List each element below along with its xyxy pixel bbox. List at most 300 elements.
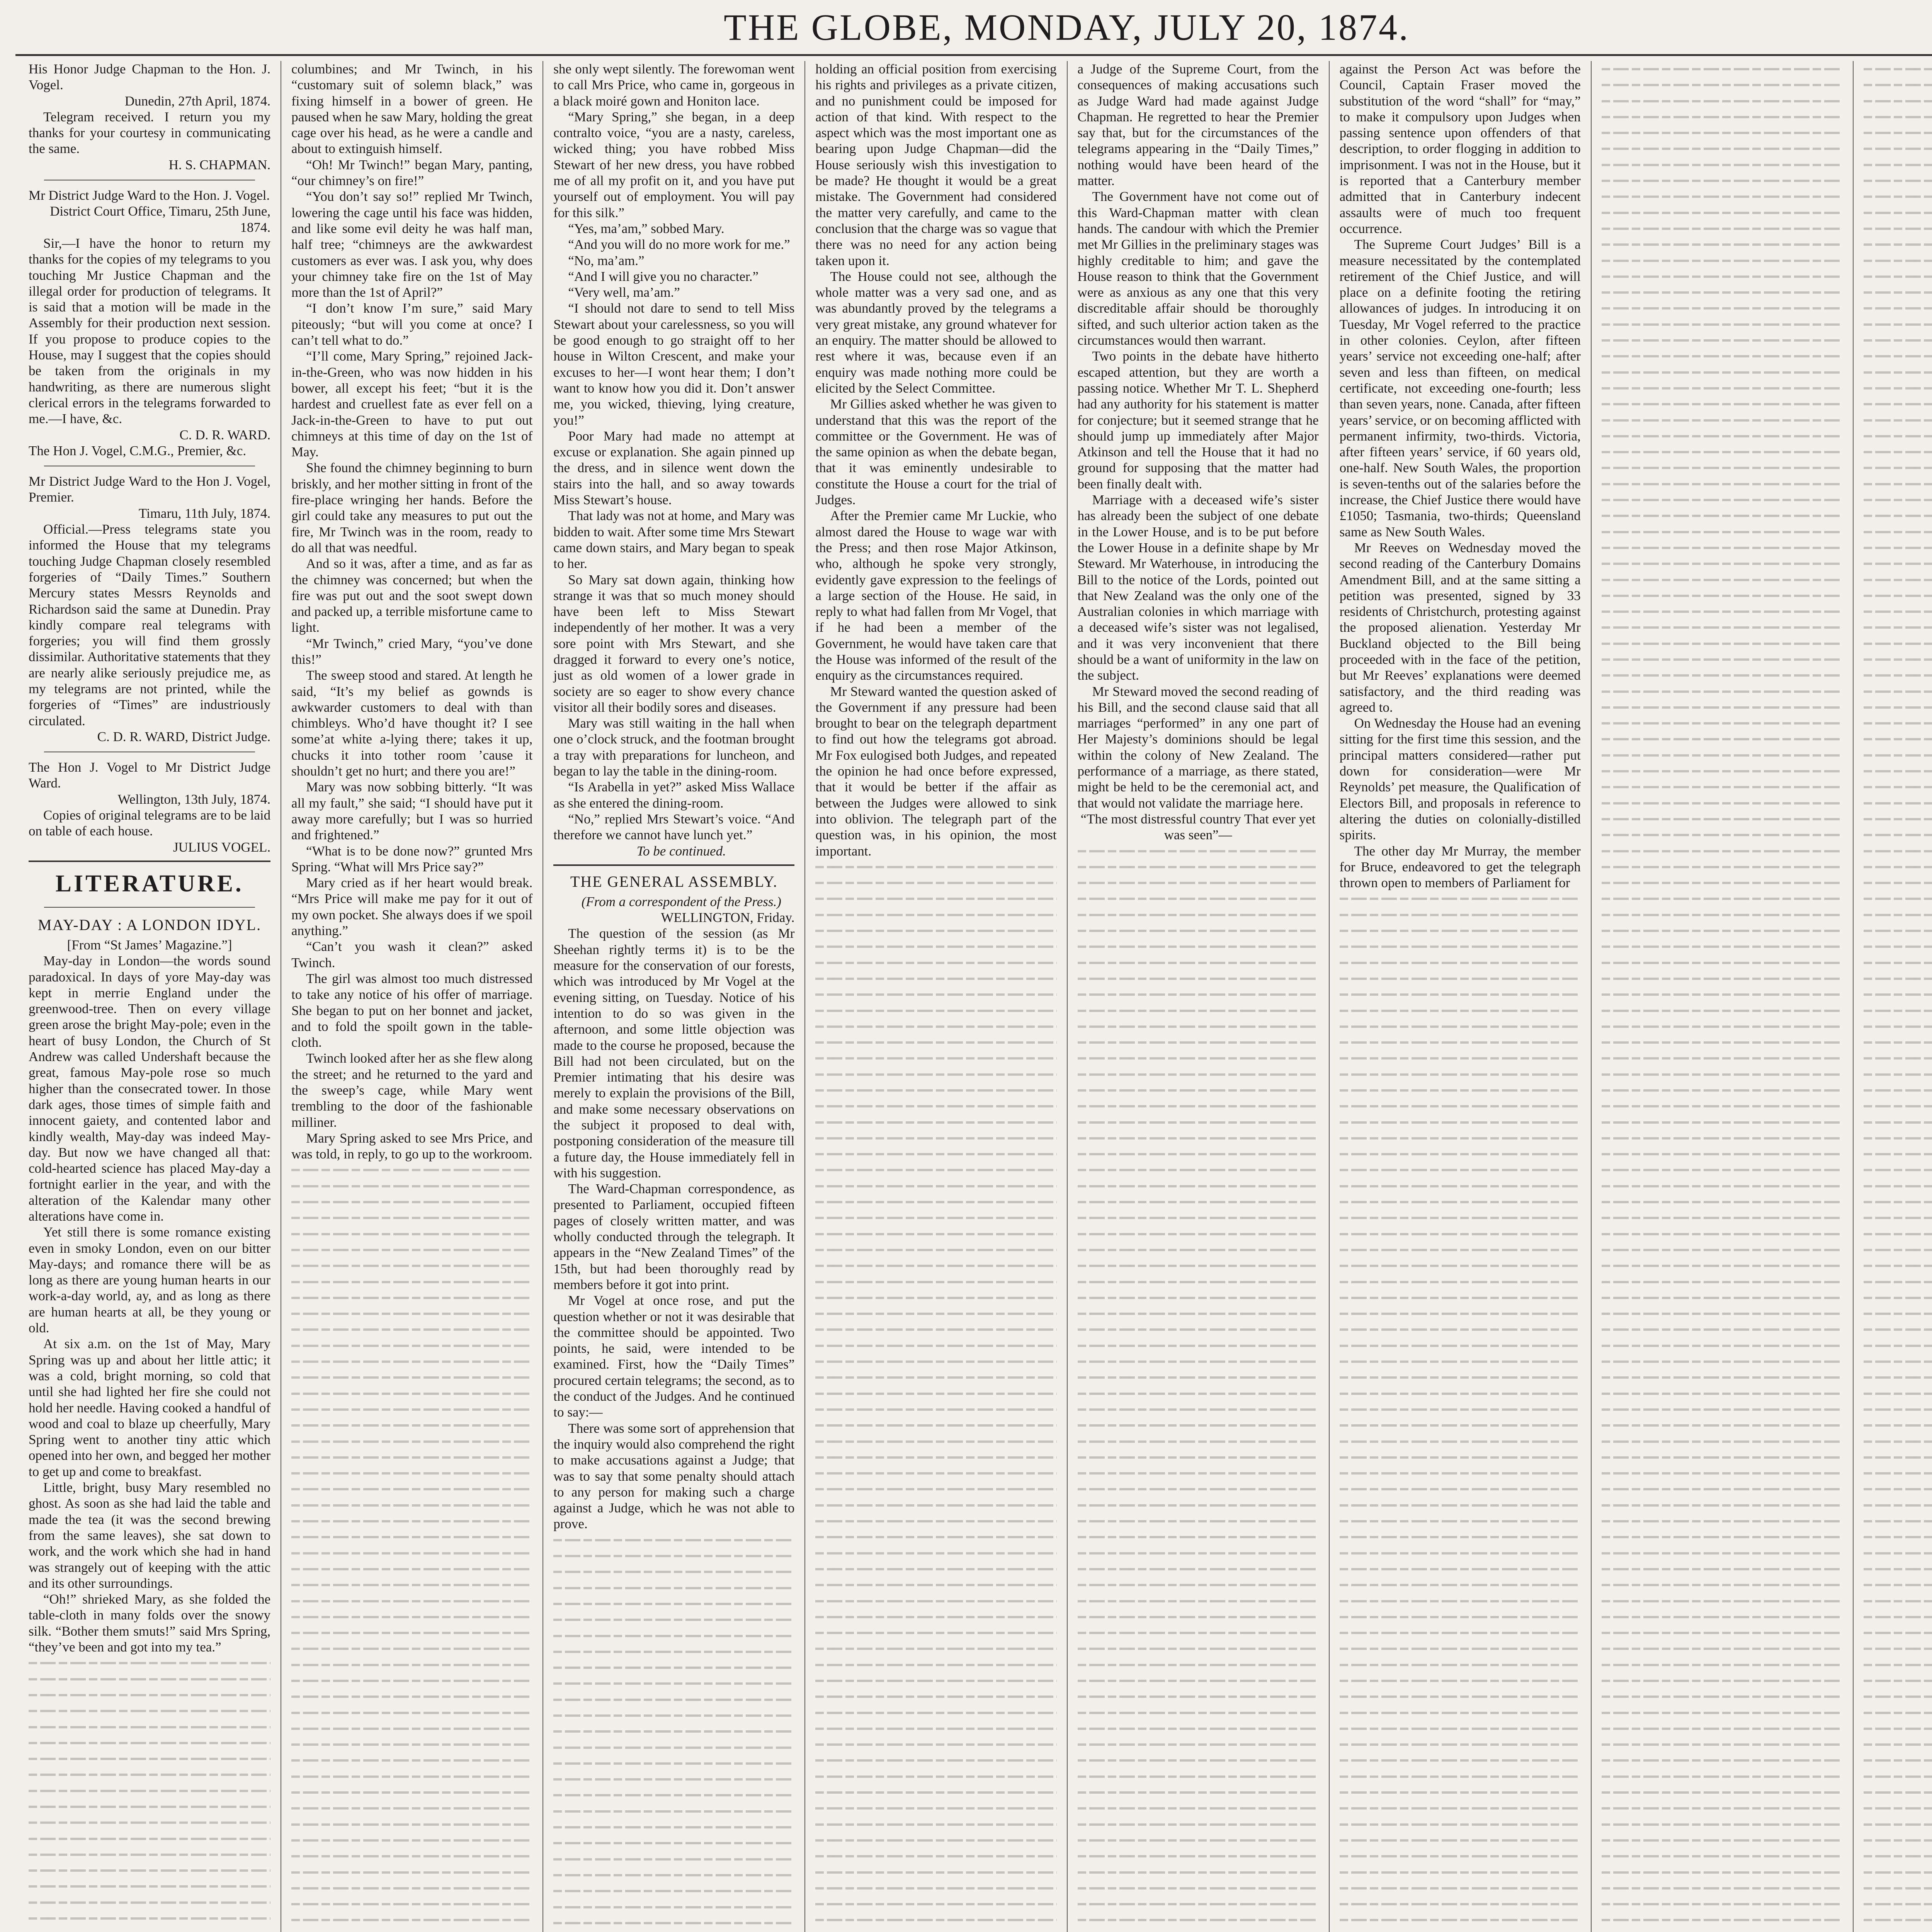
story-paragraph: At six a.m. on the 1st of May, Mary Spring was up and about her little attic; it was a cold, bright morning, so cold that until she had lighted her fire she could not hold her needle. Having cooked a handful of wood and coal to blaze up cheerfully, Mary Spring went to another tiny attic which opened into her own, and begged her mother to get up and come to breakfast. bbox=[29, 1336, 271, 1479]
text-line-texture bbox=[1864, 1912, 1932, 1928]
text-line-texture bbox=[1078, 1258, 1319, 1274]
text-line-texture bbox=[1078, 1864, 1319, 1880]
article-paragraph: Mr Gillies asked whether he was given to understand that this was the report of the committee or the Government. He was of the same opinion as when the debate began, that it was eminently undesirable to constitute the House a court for the trial of Judges. bbox=[815, 396, 1057, 508]
text-line-texture bbox=[1602, 269, 1843, 284]
text-line-texture bbox=[1340, 1386, 1581, 1401]
text-line-texture bbox=[291, 1306, 532, 1321]
text-line-texture bbox=[1864, 1513, 1932, 1529]
text-line-texture bbox=[1864, 1178, 1932, 1194]
article-paragraph: Mr Reeves on Wednesday moved the second reading of the Canterbury Domains Amendment Bill, and at the same sitting a petition was presented, signed by 33 residents of Christchurch, protesting against the proposed alienation. Yesterday Mr Buckland objected to the Bill being proceeded with in the face of the petition, but Mr Reeves’ explanations were deemed satisfactory, and the third reading was agreed to. bbox=[1339, 540, 1581, 715]
story-paragraph: Yet still there is some romance existing even in smoky London, even on our bitter May-days; and romance there will be as long as there are young human hearts in our work-a-day world, ay, and as long as there are human hearts at all, be they young or old. bbox=[29, 1225, 271, 1336]
text-line-texture bbox=[1864, 1034, 1932, 1050]
text-line-texture bbox=[1602, 189, 1843, 204]
text-line-texture bbox=[1864, 747, 1932, 763]
text-line-texture bbox=[1602, 205, 1843, 221]
text-line-texture bbox=[1602, 1912, 1843, 1928]
text-line-texture bbox=[1602, 173, 1843, 189]
text-line-texture bbox=[1078, 1721, 1319, 1736]
text-line-texture bbox=[815, 1369, 1056, 1385]
text-line-texture bbox=[1078, 955, 1319, 971]
text-line-texture bbox=[1864, 604, 1932, 619]
story-paragraph: Poor Mary had made no attempt at excuse or explanation. She again pinned up the dress, and in silence went down the stairs into the hall, and so away towards Miss Stewart’s house. bbox=[553, 428, 795, 508]
text-line-texture bbox=[1864, 1130, 1932, 1146]
telegram-sign: H. S. CHAPMAN. bbox=[168, 157, 271, 172]
text-line-texture bbox=[1340, 1561, 1581, 1577]
text-line-texture bbox=[1078, 1306, 1319, 1321]
text-line-texture bbox=[1864, 1736, 1932, 1752]
text-line-texture bbox=[291, 1513, 532, 1529]
text-line-texture bbox=[291, 1689, 532, 1704]
story-paragraph: “I should not dare to send to tell Miss Stewart about your carelessness, so you will be good enough to go straight off to her house in Wilton Crescent, and make your excuses to her—I wont hear them; I don’t want to know how you did it. Don’t answer me, you wicked, thieving, lying creature, you!” bbox=[553, 301, 795, 428]
text-line-texture bbox=[1078, 1577, 1319, 1593]
article-paragraph: The other day Mr Murray, the member for Bruce, endeavored to get the telegraph thrown open to members of Parliament for bbox=[1339, 843, 1581, 891]
text-line-texture bbox=[1864, 1066, 1932, 1082]
text-line-texture bbox=[291, 1354, 532, 1369]
columns bbox=[19, 61, 1932, 1932]
article-paragraph: The Ward-Chapman correspondence, as presented to Parliament, occupied fifteen pages of closely written matter, and was wholly conducted through the telegraph. It appears in the “New Zealand Times” of the 15th, but had been thoroughly read by members before it got into print. bbox=[553, 1181, 795, 1292]
text-line-texture bbox=[1602, 1178, 1843, 1194]
text-line-texture bbox=[291, 1178, 532, 1194]
text-line-texture bbox=[29, 1799, 270, 1815]
text-line-texture bbox=[291, 1529, 532, 1545]
telegram-place: Dunedin, 27th April, 1874. bbox=[124, 93, 271, 109]
text-line-texture bbox=[1078, 1290, 1319, 1306]
text-line-texture bbox=[1864, 269, 1932, 284]
text-line-texture bbox=[291, 1816, 532, 1832]
text-line-texture bbox=[1602, 1673, 1843, 1689]
text-line-texture bbox=[553, 1660, 794, 1675]
text-line-texture bbox=[553, 1723, 794, 1739]
text-line-texture bbox=[1602, 1386, 1843, 1401]
text-line-texture bbox=[29, 1655, 270, 1671]
text-line-texture bbox=[1340, 1769, 1581, 1784]
text-line-texture bbox=[1602, 859, 1843, 875]
text-line-texture bbox=[1864, 173, 1932, 189]
text-line-texture bbox=[553, 1771, 794, 1787]
text-line-texture bbox=[1078, 1800, 1319, 1816]
text-line-texture bbox=[1078, 1593, 1319, 1609]
text-line-texture bbox=[553, 1596, 794, 1612]
text-line-texture bbox=[1602, 795, 1843, 811]
text-line-texture bbox=[1340, 1162, 1581, 1178]
article-paragraph: Mr Steward wanted the question asked of the Government if any pressure had been brought to bear on the telegraph department to find out how the telegrams got abroad. Mr Fox eulogised both Judges, and repeated the opinion he had once before expressed, that it would be better if the affair as between the Judges were allowed to sink into oblivion. The telegraph part of the question was, in his opinion, the most important. bbox=[815, 684, 1057, 859]
text-line-texture bbox=[1602, 109, 1843, 125]
text-line-texture bbox=[1864, 189, 1932, 204]
text-line-texture bbox=[1602, 1769, 1843, 1784]
text-line-texture bbox=[815, 1513, 1056, 1529]
text-line-texture bbox=[553, 1851, 794, 1867]
text-line-texture bbox=[1864, 1274, 1932, 1290]
text-line-texture bbox=[553, 1899, 794, 1915]
text-line-texture bbox=[1078, 1529, 1319, 1545]
text-line-texture bbox=[1602, 1321, 1843, 1337]
text-line-texture bbox=[1602, 412, 1843, 428]
story-paragraph: “Can’t you wash it clean?” asked Twinch. bbox=[291, 939, 533, 970]
text-line-texture bbox=[815, 1784, 1056, 1800]
text-line-texture bbox=[815, 1609, 1056, 1625]
text-line-texture bbox=[1340, 1130, 1581, 1146]
text-line-texture bbox=[553, 1580, 794, 1596]
text-line-texture bbox=[1864, 253, 1932, 269]
text-line-texture bbox=[1864, 1928, 1932, 1932]
text-line-texture bbox=[1602, 1625, 1843, 1641]
text-line-texture bbox=[1602, 1290, 1843, 1306]
text-line-texture bbox=[1078, 1625, 1319, 1641]
text-line-texture bbox=[553, 1867, 794, 1883]
text-line-texture bbox=[1078, 1098, 1319, 1114]
text-line-texture bbox=[815, 1258, 1056, 1274]
text-line-texture bbox=[1602, 1034, 1843, 1050]
text-line-texture bbox=[1864, 1609, 1932, 1625]
text-line-texture bbox=[1602, 1465, 1843, 1481]
text-line-texture bbox=[815, 955, 1056, 971]
text-line-texture bbox=[1864, 396, 1932, 412]
text-line-texture bbox=[1864, 1082, 1932, 1098]
text-line-texture bbox=[1602, 699, 1843, 715]
text-line-texture bbox=[815, 1912, 1056, 1928]
text-line-texture bbox=[815, 1896, 1056, 1912]
text-line-texture bbox=[1602, 1832, 1843, 1848]
text-line-texture bbox=[1078, 1928, 1319, 1932]
text-line-texture bbox=[1864, 1194, 1932, 1210]
text-line-texture bbox=[1602, 396, 1843, 412]
text-line-texture bbox=[815, 1673, 1056, 1689]
text-line-texture bbox=[1340, 1705, 1581, 1721]
text-line-texture bbox=[1340, 1321, 1581, 1337]
text-line-texture bbox=[1602, 125, 1843, 141]
text-line-texture bbox=[1340, 1290, 1581, 1306]
text-line-texture bbox=[1078, 1417, 1319, 1433]
text-line-texture bbox=[1602, 779, 1843, 795]
text-line-texture bbox=[1340, 1003, 1581, 1019]
text-line-texture bbox=[291, 1832, 532, 1848]
text-line-texture bbox=[1864, 986, 1932, 1002]
text-line-texture bbox=[1602, 348, 1843, 364]
text-line-texture bbox=[1602, 1194, 1843, 1210]
text-line-texture bbox=[815, 1386, 1056, 1401]
text-line-texture bbox=[1078, 843, 1319, 859]
text-line-texture bbox=[1864, 1146, 1932, 1162]
text-line-texture bbox=[1340, 1912, 1581, 1928]
text-line-texture bbox=[1340, 1082, 1581, 1098]
text-line-texture bbox=[1602, 971, 1843, 986]
text-line-texture bbox=[1340, 907, 1581, 923]
article-paragraph: Marriage with a deceased wife’s sister has already been the subject of one debate in the Lower House, and is to be put before the Lower House in a definite shape by Mr Steward. Mr Waterhouse, in introducing the Bill to the notice of the Lords, pointed out that New Zealand was the only one of the Australian colonies in which marriage with a deceased wife’s sister was not legalised, and it was very inconvenient that there should be a want of uniformity in the law on the subject. bbox=[1077, 492, 1319, 683]
text-line-texture bbox=[291, 1912, 532, 1928]
text-line-texture bbox=[1078, 1641, 1319, 1656]
text-line-texture bbox=[815, 1657, 1056, 1673]
text-line-texture bbox=[1602, 731, 1843, 747]
text-line-texture bbox=[553, 1819, 794, 1835]
text-line-texture bbox=[815, 1114, 1056, 1130]
text-line-texture bbox=[815, 859, 1056, 875]
text-line-texture bbox=[815, 1593, 1056, 1609]
text-line-texture bbox=[815, 1449, 1056, 1465]
story-paragraph: The girl was almost too much distressed to take any notice of his offer of marriage. She began to put on her bonnet and jacket, and to fold the spoilt gown in the table-cloth. bbox=[291, 971, 533, 1050]
text-line-texture bbox=[1602, 1417, 1843, 1433]
text-line-texture bbox=[1602, 93, 1843, 109]
text-line-texture bbox=[1340, 1434, 1581, 1449]
article-paragraph: The House could not see, although the whole matter was a very sad one, and as was abundantly proved by the telegrams a very great mistake, any ground whatever for an enquiry. The matter should be allowed to rest where it was, because even if an enquiry was made nothing more could be elicited by the Select Committee. bbox=[815, 269, 1057, 396]
story-paragraph: “Mr Twinch,” cried Mary, “you’ve done this!” bbox=[291, 636, 533, 667]
text-line-texture bbox=[29, 1895, 270, 1910]
text-line-texture bbox=[29, 1751, 270, 1767]
text-line-texture bbox=[1602, 1258, 1843, 1274]
text-line-texture bbox=[291, 1386, 532, 1401]
text-line-texture bbox=[1864, 540, 1932, 556]
text-line-texture bbox=[1864, 556, 1932, 571]
text-line-texture bbox=[1340, 1641, 1581, 1656]
text-line-texture bbox=[291, 1226, 532, 1242]
article-paragraph: Mr Steward moved the second reading of his Bill, and the second clause said that all marriages “performed” in any one part of Her Majesty’s dominions should be legal within the colony of New Zealand. The performance of a marriage, as there stated, might be held to be the ceremonial act, and that would not validate the marriage here. bbox=[1077, 684, 1319, 811]
text-line-texture bbox=[1340, 1417, 1581, 1433]
text-line-texture bbox=[291, 1609, 532, 1625]
text-line-texture bbox=[815, 1210, 1056, 1226]
text-line-texture bbox=[1602, 636, 1843, 651]
article-paragraph: There was some sort of apprehension that the inquiry would also comprehend the right to make accusations against a Judge; that was to say that some penalty should attach to any person for making such a charge against a Judge, which he was not able to prove. bbox=[553, 1420, 795, 1532]
text-line-texture bbox=[1864, 77, 1932, 93]
column-7 bbox=[1591, 61, 1853, 1932]
text-line-texture bbox=[815, 1577, 1056, 1593]
story-paragraph: “Yes, ma’am,” sobbed Mary. bbox=[568, 221, 724, 236]
text-line-texture bbox=[1864, 1003, 1932, 1019]
text-line-texture bbox=[1340, 1736, 1581, 1752]
text-line-texture bbox=[1864, 1306, 1932, 1321]
story-paragraph: Mary Spring asked to see Mrs Price, and was told, in reply, to go up to the workroom. bbox=[291, 1130, 533, 1162]
text-line-texture bbox=[815, 1146, 1056, 1162]
text-line-texture bbox=[1864, 1210, 1932, 1226]
telegram-2 bbox=[29, 187, 270, 459]
text-line-texture bbox=[29, 1847, 270, 1862]
text-line-texture bbox=[1078, 1784, 1319, 1800]
text-line-texture bbox=[1864, 891, 1932, 906]
text-line-texture bbox=[1864, 1417, 1932, 1433]
text-line-texture bbox=[815, 1290, 1056, 1306]
telegram-1 bbox=[29, 61, 270, 173]
text-line-texture bbox=[553, 1803, 794, 1819]
text-line-texture bbox=[553, 1644, 794, 1660]
text-line-texture bbox=[1340, 939, 1581, 954]
text-line-texture bbox=[1078, 1321, 1319, 1337]
text-line-texture bbox=[1864, 779, 1932, 795]
text-line-texture bbox=[815, 1864, 1056, 1880]
text-line-texture bbox=[815, 1354, 1056, 1369]
text-line-texture bbox=[815, 1019, 1056, 1034]
text-line-texture bbox=[1602, 1019, 1843, 1034]
text-line-texture bbox=[1078, 1434, 1319, 1449]
text-line-texture bbox=[1864, 859, 1932, 875]
text-line-texture bbox=[553, 1755, 794, 1771]
text-line-texture bbox=[1602, 1800, 1843, 1816]
text-line-texture bbox=[1340, 1529, 1581, 1545]
story-paragraph: That lady was not at home, and Mary was bidden to wait. After some time Mrs Stewart came down stairs, and Mary began to speak to her. bbox=[553, 508, 795, 571]
text-line-texture bbox=[1864, 1705, 1932, 1721]
text-line-texture bbox=[1078, 923, 1319, 939]
text-line-texture bbox=[1078, 1066, 1319, 1082]
text-line-texture bbox=[1864, 1593, 1932, 1609]
text-line-texture bbox=[1602, 1705, 1843, 1721]
story-title: MAY-DAY : A LONDON IDYL. bbox=[38, 916, 262, 934]
text-line-texture bbox=[291, 1242, 532, 1258]
text-line-texture bbox=[1078, 1545, 1319, 1561]
text-line-texture bbox=[815, 875, 1056, 891]
text-line-texture bbox=[1602, 1816, 1843, 1832]
text-line-texture bbox=[1602, 221, 1843, 236]
text-line-texture bbox=[1602, 1736, 1843, 1752]
text-line-texture bbox=[1602, 1864, 1843, 1880]
text-line-texture bbox=[1602, 588, 1843, 604]
text-line-texture bbox=[815, 1800, 1056, 1816]
text-line-texture bbox=[553, 1883, 794, 1899]
text-line-texture bbox=[815, 923, 1056, 939]
text-line-texture bbox=[291, 1210, 532, 1226]
telegram-from: Mr District Judge Ward to the Hon. J. Vogel. bbox=[29, 188, 270, 203]
text-line-texture bbox=[1864, 923, 1932, 939]
text-line-texture bbox=[1340, 1545, 1581, 1561]
text-line-texture bbox=[1340, 955, 1581, 971]
text-line-texture bbox=[1864, 1800, 1932, 1816]
text-line-texture bbox=[815, 1705, 1056, 1721]
column-1 bbox=[19, 61, 281, 1932]
text-line-texture bbox=[1340, 1034, 1581, 1050]
text-line-texture bbox=[1864, 61, 1932, 77]
text-line-texture bbox=[29, 1767, 270, 1782]
text-line-texture bbox=[1864, 1019, 1932, 1034]
text-line-texture bbox=[1078, 875, 1319, 891]
text-line-texture bbox=[1078, 1178, 1319, 1194]
text-line-texture bbox=[1340, 1864, 1581, 1880]
text-line-texture bbox=[1602, 923, 1843, 939]
telegram-4 bbox=[29, 759, 270, 855]
text-line-texture bbox=[29, 1719, 270, 1735]
text-line-texture bbox=[1864, 125, 1932, 141]
text-line-texture bbox=[1864, 380, 1932, 396]
text-line-texture bbox=[815, 1641, 1056, 1656]
text-line-texture bbox=[553, 1564, 794, 1580]
text-line-texture bbox=[1864, 1098, 1932, 1114]
text-line-texture bbox=[291, 1657, 532, 1673]
text-line-texture bbox=[1078, 1338, 1319, 1354]
story-paragraph: “And you will do no more work for me.” bbox=[568, 237, 790, 252]
text-line-texture bbox=[1602, 827, 1843, 843]
text-line-texture bbox=[291, 1162, 532, 1178]
text-line-texture bbox=[815, 939, 1056, 954]
text-line-texture bbox=[1602, 444, 1843, 460]
column-3 bbox=[543, 61, 804, 1932]
text-line-texture bbox=[1078, 1019, 1319, 1034]
story-paragraph: “I don’t know I’m sure,” said Mary piteously; “but will you come at once? I can’t tell what to do.” bbox=[291, 301, 533, 348]
text-line-texture bbox=[29, 1687, 270, 1703]
text-line-texture bbox=[1340, 1226, 1581, 1242]
text-line-texture bbox=[1340, 1242, 1581, 1258]
story-paragraph: Mary was still waiting in the hall when one o’clock struck, and the footman brought a tray with preparations for luncheon, and began to lay the table in the dining-room. bbox=[553, 716, 795, 779]
text-line-texture bbox=[1602, 1146, 1843, 1162]
story-paragraph: “What is to be done now?” grunted Mrs Spring. “What will Mrs Price say?” bbox=[291, 843, 533, 874]
text-line-texture bbox=[1078, 1736, 1319, 1752]
text-line-texture bbox=[1864, 699, 1932, 715]
text-line-texture bbox=[815, 1130, 1056, 1146]
text-line-texture bbox=[1864, 1721, 1932, 1736]
section-subtitle: (From a correspondent of the Press.) bbox=[581, 894, 781, 909]
text-line-texture bbox=[815, 1545, 1056, 1561]
telegram-body: Sir,—I have the honor to return my thanks for the copies of my telegrams to you touching Mr Justice Chapman and the illegal order for production of telegrams. It is said that a motion will be made in the Assembly for their production next session. If you propose to produce copies to the House, may I suggest that the copies should be taken from the originals in my handwriting, as there are numerous slight clerical errors in the telegrams forwarded to me.—I have, &c. bbox=[29, 235, 271, 427]
text-line-texture bbox=[1602, 1098, 1843, 1114]
text-line-texture bbox=[1864, 843, 1932, 859]
text-line-texture bbox=[1078, 1003, 1319, 1019]
article-paragraph: After the Premier came Mr Luckie, who almost dared the House to wage war with the Press; and then rose Major Atkinson, who, although he spoke very strongly, evidently gave expression to the feelings of a large section of the House. He said, in reply to what had fallen from Mr Vogel, that if he had been a member of the Government, he would have taken care that the House was informed of the result of the enquiry as the circumstances required. bbox=[815, 508, 1057, 683]
text-line-texture bbox=[1864, 1848, 1932, 1864]
text-line-texture bbox=[1340, 1928, 1581, 1932]
text-line-texture bbox=[1602, 77, 1843, 93]
text-line-texture bbox=[291, 1784, 532, 1800]
story-paragraph: And so it was, after a time, and as far as the chimney was concerned; but when the fire was put out and the soot swept down and packed up, a terrible misfortune came to light. bbox=[291, 556, 533, 635]
text-line-texture bbox=[1602, 1242, 1843, 1258]
text-line-texture bbox=[1340, 1657, 1581, 1673]
text-line-texture bbox=[1864, 1641, 1932, 1656]
text-line-texture bbox=[1864, 1434, 1932, 1449]
telegram-body: Copies of original telegrams are to be laid on table of each house. bbox=[29, 808, 271, 839]
text-line-texture bbox=[1602, 476, 1843, 492]
text-line-texture bbox=[291, 1369, 532, 1385]
text-line-texture bbox=[1864, 1545, 1932, 1561]
text-line-texture bbox=[1340, 1689, 1581, 1704]
text-line-texture bbox=[815, 986, 1056, 1002]
text-line-texture bbox=[815, 907, 1056, 923]
text-line-texture bbox=[1340, 1800, 1581, 1816]
text-line-texture bbox=[553, 1915, 794, 1931]
text-line-texture bbox=[1602, 1114, 1843, 1130]
text-line-texture bbox=[291, 1800, 532, 1816]
text-line-texture bbox=[291, 1465, 532, 1481]
story-paragraph: “Is Arabella in yet?” asked Miss Wallace as she entered the dining-room. bbox=[553, 779, 795, 811]
text-line-texture bbox=[553, 1628, 794, 1644]
text-line-texture bbox=[1602, 492, 1843, 508]
story-paragraph: “You don’t say so!” replied Mr Twinch, lowering the cage until his face was hidden, and like some evil deity he was half man, half tree; “chimneys are the awkwardest customers as ever was. I ask you, why does your chimney take fire on the 1st of May more than the 1st of April?” bbox=[291, 189, 533, 300]
text-line-texture bbox=[1340, 1497, 1581, 1513]
text-line-texture bbox=[1864, 460, 1932, 476]
text-line-texture bbox=[553, 1532, 794, 1548]
story-paragraph: Little, bright, busy Mary resembled no ghost. As soon as she had laid the table and made the tea (it was the second brewing from the same leaves), she sat down to work, and the work which she had in hand was strangely out of keeping with the attic and its other surroundings. bbox=[29, 1480, 271, 1591]
text-line-texture bbox=[1864, 1625, 1932, 1641]
story-paragraph: Twinch looked after her as she flew along the street; and he returned to the yard and the sweep’s cage, while Mary went trembling to the door of the fashionable milliner. bbox=[291, 1051, 533, 1130]
text-line-texture bbox=[1602, 1752, 1843, 1768]
text-line-texture bbox=[1340, 1274, 1581, 1290]
text-line-texture bbox=[553, 1675, 794, 1691]
story-paragraph: Mary was now sobbing bitterly. “It was all my fault,” she said; “I should have put it away more carefully; but I was so hurried and frightened.” bbox=[291, 779, 533, 843]
text-line-texture bbox=[815, 1178, 1056, 1194]
article-paragraph: On Wednesday the House had an evening sitting for the first time this session, and the principal matters considered—rather put down for consideration—were Mr Reynolds’ pet measure, the Qualification of Electors Bill, and proposals in reference to altering the duties on colonially-distilled spirits. bbox=[1339, 716, 1581, 843]
text-line-texture bbox=[1340, 1896, 1581, 1912]
text-line-texture bbox=[1864, 955, 1932, 971]
text-line-texture bbox=[815, 1769, 1056, 1784]
text-line-texture bbox=[1602, 572, 1843, 588]
text-line-texture bbox=[291, 1258, 532, 1274]
text-line-texture bbox=[1602, 811, 1843, 827]
text-line-texture bbox=[1078, 1401, 1319, 1417]
text-line-texture bbox=[1864, 412, 1932, 428]
text-line-texture bbox=[1864, 1386, 1932, 1401]
text-line-texture bbox=[1340, 1784, 1581, 1800]
text-line-texture bbox=[1340, 1050, 1581, 1066]
text-line-texture bbox=[291, 1928, 532, 1932]
text-line-texture bbox=[1078, 1497, 1319, 1513]
story-paragraph: “No, ma’am.” bbox=[568, 253, 645, 268]
story-paragraph: So Mary sat down again, thinking how strange it was that so much money should have been left to Miss Stewart independently of her mother. It was a very sore point with Mrs Stewart, and she dragged it forward to every one’s notice, just as old women of a lower grade in society are so eager to show every chance visitor all their bodily sores and diseases. bbox=[553, 572, 795, 715]
story-source: [From “St James’ Magazine.”] bbox=[67, 937, 232, 952]
telegram-place: Wellington, 13th July, 1874. bbox=[117, 791, 271, 807]
story-paragraph: She found the chimney beginning to burn briskly, and her mother sitting in front of the fire-place wringing her hands. Before the girl could take any measures to put out the fire, Mr Twinch was in the room, ready to do all that was needful. bbox=[291, 460, 533, 555]
text-line-texture bbox=[1864, 1226, 1932, 1242]
